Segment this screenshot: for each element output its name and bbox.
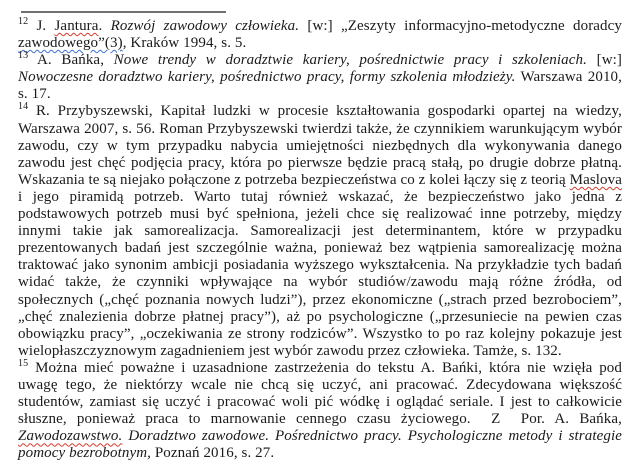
footnote-text-segment: J.: [36, 18, 55, 34]
footnote-text-segment: [w:] „Zeszyty informacyjno-metodyczne doradcy: [299, 18, 623, 34]
footnote-text-segment: Nowe trendy w doradztwie kariery, pośrednictwie pracy i szkoleniach.: [113, 52, 587, 69]
footnote-separator-line: [21, 11, 226, 13]
footnote-text-segment: A. Bańka,: [36, 52, 114, 69]
footnote-text-segment: Jantura: [54, 18, 99, 34]
footnote-marker-13: 13: [18, 50, 29, 62]
footnote-marker-12: 12: [18, 16, 29, 27]
footnote-text-segment: , Kraków 1994, s. 5.: [122, 35, 247, 52]
footnote-text-segment: Można mieć poważne i uzasadnione zastrzeżenia do tekstu A. Bańki, która nie wzięła pod uwagę tego, że niektórzy wcale nie chcą się uczyć, ani pracować. Zdecydowana większość studentów, zamiast się uczyć i pracować woli pić wódkę i oglądać seriale. I jest to całkowicie słuszne, ponieważ praca to marnowanie cennego czasu życiowego. Z Por. A. Bańka,: [18, 359, 623, 428]
footnote-14: [18, 103, 622, 359]
footnote-text-segment: Zawodozawstwo.: [18, 428, 123, 445]
footnote-marker-14: 14: [18, 101, 29, 113]
footnote-15: [18, 357, 623, 462]
footnote-text-segment: zawodowego”(3): [18, 35, 123, 52]
footnote-text-segment: Poznań 2016, s. 27.: [150, 445, 275, 462]
footnote-12: [18, 18, 622, 52]
footnote-text-segment: R. Przybyszewski, Kapitał ludzki w procesie kształtowania gospodarki opartej na wiedzy, Warszawa 2007, s. 56. Roman Przybyszewski twierdzi także, że czynnikiem warunkującym wybór zawodu, czy w tym przypadku nabycia umiejętności niezbędnych dla wykonywania danego zawodu jest chęć podjęcia pracy, która po pierwsze będzie pracą stałą, po drugie dobrze płatną. Wskazania te są niejako połączone z potrzeba bezpieczeństwa co z kolei łączy się z teorią: [18, 103, 622, 188]
footnote-text-segment: Nowoczesne doradztwo kariery, pośrednictwo pracy, formy szkolenia młodzieży.: [18, 69, 516, 86]
footnotes: [18, 18, 622, 462]
footnote-text-segment: Maslova: [569, 171, 622, 188]
footnote-text-segment: Warszawa 2010, s. 17.: [18, 69, 623, 103]
footnote-text-segment: Rozwój zawodowy człowieka.: [110, 18, 300, 34]
footnote-text-segment: Doradztwo zawodowe. Pośrednictwo pracy. Psychologiczne metody i strategie pomocy bezrobotnym,: [18, 428, 622, 462]
footnote-text-segment: .: [98, 18, 111, 34]
footnote-13: [18, 52, 622, 103]
footnote-text-segment: i jego piramidą potrzeb. Warto tutaj również wskazać, że bezpieczeństwo jako jedna z podstawowych potrzeb musi być spełniona, jeżeli chce się realizować inne potrzeby, między innymi takie jak samorealizacja. Samorealizacji jest determinantem, które w przypadku prezentowanych badań jest szczególnie ważna, ponieważ bez wątpienia samorealizację można traktować jako synonim ambicji posiadania wyższego wykształcenia. Na przykładzie tych badań widać także, że czynniki wpływające na wybór studiów/zawodu mają różne źródła, od społecznych („chęć poznania nowych ludzi”), przez ekonomiczne („strach przed bezrobociem”, „chęć znalezienia dobrze płatnej pracy”), aż po psychologiczne („przesuniecie na pewien czas obowiązku pracy”, „oczekiwania ze strony rodziców”. Wszystko to po raz kolejny pokazuje jest wielopłaszczyznowym zagadnieniem jest wybór zawodu przez człowieka. Tamże, s. 132.: [18, 188, 622, 359]
footnote-marker-15: 15: [18, 357, 29, 369]
footnote-text-segment: [w:]: [587, 52, 622, 69]
